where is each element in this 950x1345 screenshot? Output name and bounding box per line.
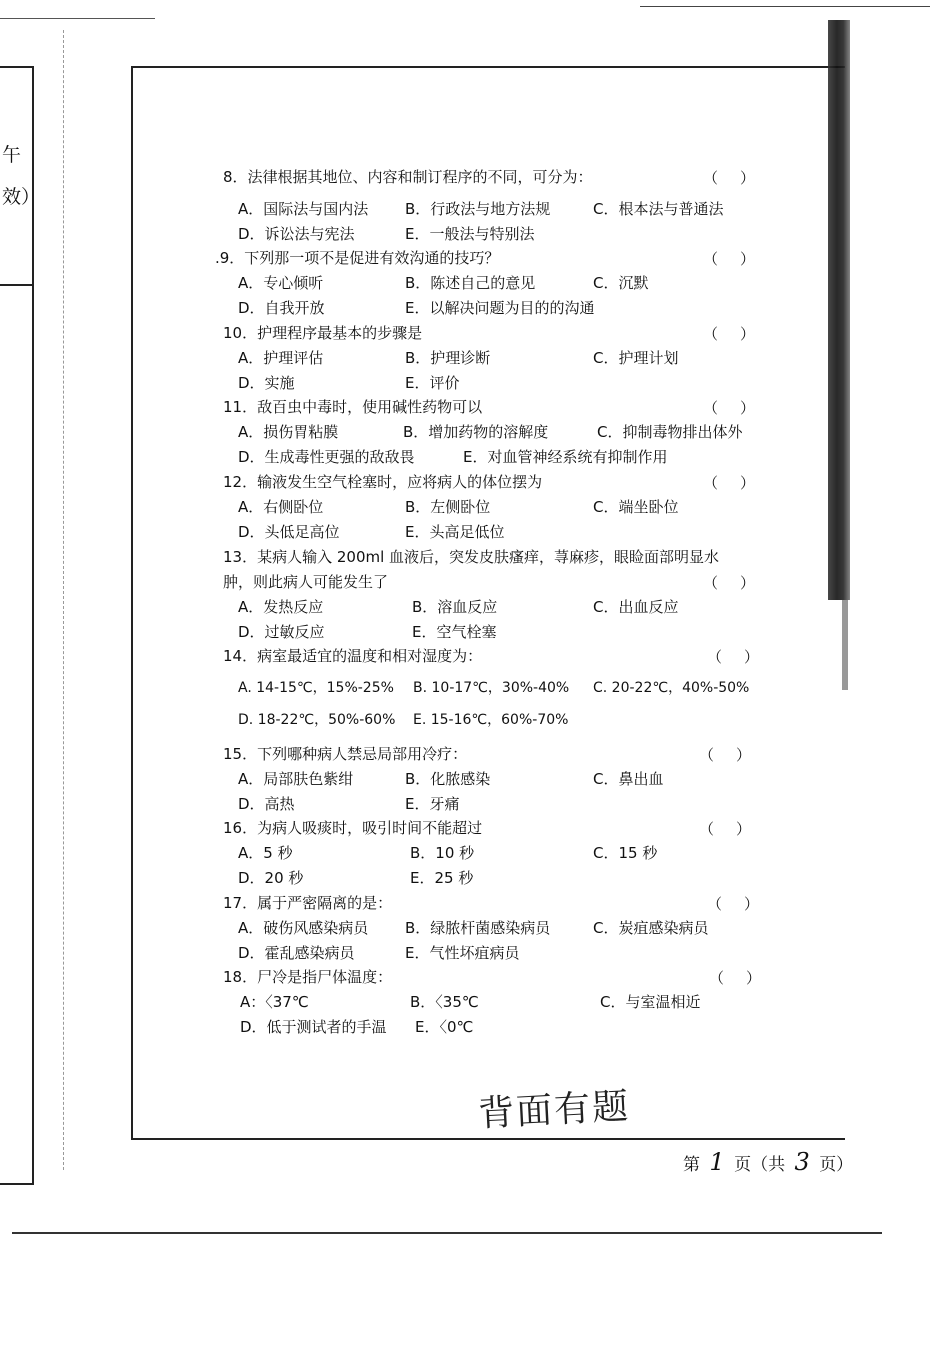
question-stem-continued: 肿，则此病人可能发生了 bbox=[223, 573, 389, 591]
question-stem: 8．法律根据其地位、内容和制订程序的不同，可分为： bbox=[223, 168, 593, 186]
handwritten-note: 背面有题 bbox=[477, 1086, 632, 1135]
question-stem: 16．为病人吸痰时，吸引时间不能超过 bbox=[223, 819, 483, 837]
option: E．牙痛 bbox=[405, 795, 460, 813]
option: C．根本法与普通法 bbox=[593, 200, 724, 218]
option: E. 15-16℃，60%-70% bbox=[413, 712, 569, 728]
question-stem: 14．病室最适宜的温度和相对湿度为： bbox=[223, 647, 483, 665]
option: B．绿脓杆菌感染病员 bbox=[405, 919, 551, 937]
margin-fragment-2: 效） bbox=[2, 186, 41, 208]
answer-blank bbox=[703, 472, 755, 493]
answer-blank bbox=[703, 248, 755, 269]
option: B．溶血反应 bbox=[412, 598, 498, 616]
option: C．与室温相近 bbox=[600, 993, 701, 1011]
option: B．护理诊断 bbox=[405, 349, 491, 367]
option: D．20 秒 bbox=[238, 869, 304, 887]
option: A．右侧卧位 bbox=[238, 498, 324, 516]
option: D．霍乱感染病员 bbox=[238, 944, 355, 962]
option: C．炭疽感染病员 bbox=[593, 919, 709, 937]
option: D．实施 bbox=[238, 374, 295, 392]
answer-blank bbox=[699, 818, 751, 839]
option: E．25 秒 bbox=[410, 869, 474, 887]
option: A．发热反应 bbox=[238, 598, 324, 616]
answer-blank bbox=[707, 646, 759, 667]
question-stem: .9．下列那一项不是促进有效沟通的技巧？ bbox=[215, 249, 500, 267]
option: C．出血反应 bbox=[593, 598, 679, 616]
option: C．护理计划 bbox=[593, 349, 679, 367]
option: C．抑制毒物排出体外 bbox=[597, 423, 743, 441]
option: C．端坐卧位 bbox=[593, 498, 679, 516]
option: E．头高足低位 bbox=[405, 523, 505, 541]
question-stem: 12．输液发生空气栓塞时，应将病人的体位摆为 bbox=[223, 473, 543, 491]
option: B. 10-17℃，30%-40% bbox=[413, 680, 570, 696]
option: D．高热 bbox=[238, 795, 295, 813]
margin-fragment-1: 午 bbox=[2, 144, 22, 166]
option: D．生成毒性更强的敌敌畏 bbox=[238, 448, 415, 466]
option: C．鼻出血 bbox=[593, 770, 664, 788]
page-suffix: 页） bbox=[819, 1155, 854, 1175]
answer-blank bbox=[707, 893, 759, 914]
option: A．专心倾听 bbox=[238, 274, 324, 292]
page-middle: 页（共 bbox=[734, 1155, 786, 1175]
option: E．以解决问题为目的的沟通 bbox=[405, 299, 595, 317]
option: A．5 秒 bbox=[238, 844, 293, 862]
option: D．过敏反应 bbox=[238, 623, 325, 641]
option: C．15 秒 bbox=[593, 844, 658, 862]
option: B．〈35℃ bbox=[410, 993, 479, 1011]
option: D．自我开放 bbox=[238, 299, 325, 317]
option: A. 14-15℃，15%-25% bbox=[238, 680, 394, 696]
option: C. 20-22℃，40%-50% bbox=[593, 680, 750, 696]
option: E．一般法与特别法 bbox=[405, 225, 535, 243]
option: A．破伤风感染病员 bbox=[238, 919, 369, 937]
option: B．增加药物的溶解度 bbox=[403, 423, 549, 441]
option: A．损伤胃粘膜 bbox=[238, 423, 339, 441]
option: C．沉默 bbox=[593, 274, 649, 292]
option: D．头低足高位 bbox=[238, 523, 340, 541]
question-stem: 11．敌百虫中毒时，使用碱性药物可以 bbox=[223, 398, 483, 416]
option: D．诉讼法与宪法 bbox=[238, 225, 355, 243]
option: A．护理评估 bbox=[238, 349, 324, 367]
option: B．行政法与地方法规 bbox=[405, 200, 551, 218]
option: E．气性坏疽病员 bbox=[405, 944, 520, 962]
answer-blank bbox=[703, 397, 755, 418]
question-stem: 15．下列哪种病人禁忌局部用冷疗： bbox=[223, 745, 468, 763]
option: E．空气栓塞 bbox=[412, 623, 497, 641]
option: E．〈0℃ bbox=[415, 1018, 474, 1036]
option: B．陈述自己的意见 bbox=[405, 274, 536, 292]
page-prefix: 第 bbox=[683, 1155, 700, 1175]
option: B．10 秒 bbox=[410, 844, 475, 862]
option: A．局部肤色紫绀 bbox=[238, 770, 354, 788]
current-page: 1 bbox=[709, 1148, 725, 1176]
question-stem: 18．尸冷是指尸体温度： bbox=[223, 968, 393, 986]
page-number bbox=[683, 1148, 853, 1176]
option: D．低于测试者的手温 bbox=[240, 1018, 387, 1036]
option: B．左侧卧位 bbox=[405, 498, 491, 516]
option: B．化脓感染 bbox=[405, 770, 491, 788]
answer-blank bbox=[703, 323, 755, 344]
answer-blank bbox=[699, 744, 751, 765]
answer-blank bbox=[703, 572, 755, 593]
option: A：〈37℃ bbox=[240, 993, 309, 1011]
question-stem: 17．属于严密隔离的是： bbox=[223, 894, 393, 912]
option: E．对血管神经系统有抑制作用 bbox=[463, 448, 668, 466]
answer-blank bbox=[709, 967, 761, 988]
question-stem: 10．护理程序最基本的步骤是 bbox=[223, 324, 423, 342]
option: A．国际法与国内法 bbox=[238, 200, 369, 218]
question-stem: 13．某病人输入 200ml 血液后，突发皮肤瘙痒，荨麻疹，眼睑面部明显水 bbox=[223, 548, 720, 566]
total-pages: 3 bbox=[794, 1148, 810, 1176]
option: D. 18-22℃，50%-60% bbox=[238, 712, 396, 728]
answer-blank bbox=[703, 167, 755, 188]
option: E．评价 bbox=[405, 374, 460, 392]
